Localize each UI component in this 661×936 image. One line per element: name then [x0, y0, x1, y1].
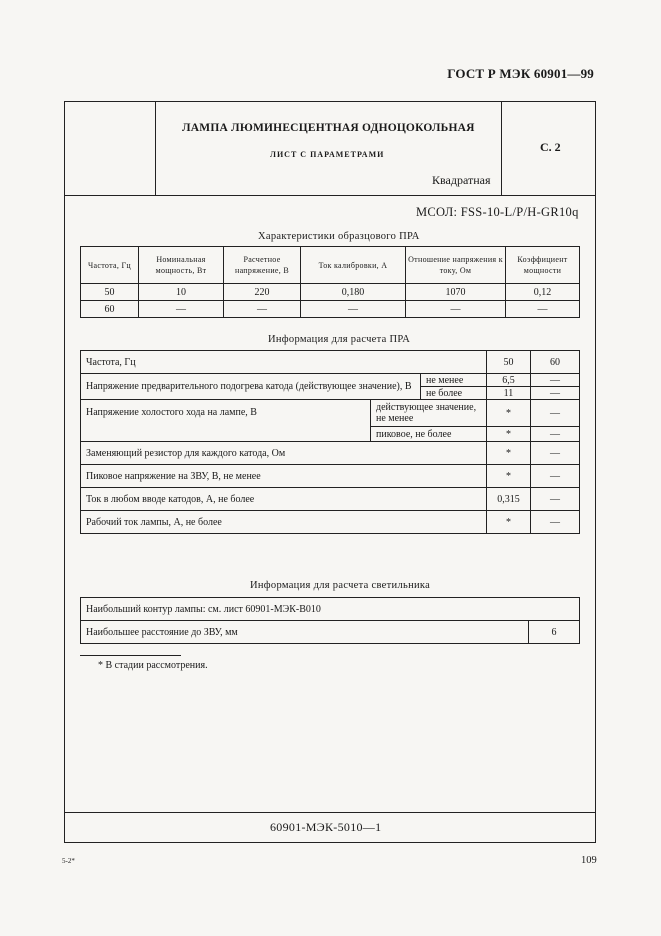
table-row — [81, 374, 580, 387]
sub-label: пиковое, не более — [371, 427, 487, 442]
page-ref: С. 2 — [540, 140, 561, 154]
col-header: Частота, Гц — [81, 247, 139, 284]
cell: — — [139, 301, 224, 318]
cell: 220 — [224, 284, 301, 301]
footnote: * В стадии рассмотрения. — [98, 660, 208, 671]
cell: — — [531, 465, 580, 488]
page-number: 109 — [581, 855, 597, 866]
col-header: Ток калибровки, А — [301, 247, 406, 284]
cell: * — [487, 442, 531, 465]
cell: — — [531, 387, 580, 400]
cell: — — [224, 301, 301, 318]
table-row — [81, 442, 580, 465]
cell: 0,315 — [487, 488, 531, 511]
sub-label: не менее — [421, 374, 487, 387]
table-row — [81, 621, 580, 644]
title-block — [64, 101, 596, 196]
col-header: Отношение напряжения к току, Ом — [406, 247, 506, 284]
cell: 0,12 — [506, 284, 580, 301]
table-row — [81, 598, 580, 621]
cell: 50 — [487, 351, 531, 374]
table1-caption: Характеристики образцового ПРА — [258, 231, 420, 242]
table3-caption: Информация для расчета светильника — [250, 580, 431, 591]
cell: 11 — [487, 387, 531, 400]
col-header: Коэффициент мощности — [506, 247, 580, 284]
table-row — [81, 284, 580, 301]
row-label: Напряжение предварительного подогрева катода (действующее значение), В — [81, 374, 421, 400]
row-label: Наибольший контур лампы: см. лист 60901-МЭК-В010 — [81, 598, 580, 621]
cell: 60 — [81, 301, 139, 318]
lamp-designation: МСОЛ: FSS-10-L/P/H-GR10q — [416, 205, 579, 219]
table-row — [81, 351, 580, 374]
cell: — — [531, 442, 580, 465]
row-label: Наибольшее расстояние до ЗВУ, мм — [81, 621, 529, 644]
cell: 10 — [139, 284, 224, 301]
table-row — [81, 400, 580, 427]
row-label: Пиковое напряжение на ЗВУ, В, не менее — [81, 465, 487, 488]
table-row — [81, 511, 580, 534]
sheet-subtitle: ЛИСТ С ПАРАМЕТРАМИ — [270, 150, 385, 159]
cell: — — [531, 374, 580, 387]
cell: 6,5 — [487, 374, 531, 387]
table-row — [81, 301, 580, 318]
cell: * — [487, 465, 531, 488]
sub-label: не более — [421, 387, 487, 400]
cell: 60 — [531, 351, 580, 374]
ballast-info-table — [80, 350, 580, 534]
table2-caption: Информация для расчета ПРА — [268, 334, 411, 345]
sub-label: действующее значение, не менее — [371, 400, 487, 427]
bottom-rule — [64, 812, 596, 813]
cell: — — [531, 427, 580, 442]
cell: 6 — [529, 621, 580, 644]
lamp-title: ЛАМПА ЛЮМИНЕСЦЕНТНАЯ ОДНОЦОКОЛЬНАЯ — [182, 122, 475, 134]
cell: — — [406, 301, 506, 318]
row-label: Частота, Гц — [81, 351, 487, 374]
footnote-rule — [80, 655, 181, 656]
cell: * — [487, 511, 531, 534]
lamp-shape: Квадратная — [432, 173, 491, 187]
standard-header: ГОСТ Р МЭК 60901—99 — [447, 66, 594, 81]
cell: * — [487, 427, 531, 442]
cell: — — [301, 301, 406, 318]
col-header: Расчетное напряжение, В — [224, 247, 301, 284]
row-label: Ток в любом вводе катодов, А, не более — [81, 488, 487, 511]
cell: 1070 — [406, 284, 506, 301]
cell: — — [531, 488, 580, 511]
cell: * — [487, 400, 531, 427]
print-mark: 5-2* — [62, 857, 75, 865]
row-label: Напряжение холостого хода на лампе, В — [81, 400, 371, 442]
cell: — — [531, 400, 580, 427]
cell: — — [506, 301, 580, 318]
table-row — [81, 465, 580, 488]
luminaire-info-table — [80, 597, 580, 644]
cell: 0,180 — [301, 284, 406, 301]
row-label: Рабочий ток лампы, А, не более — [81, 511, 487, 534]
cell: — — [531, 511, 580, 534]
reference-ballast-table — [80, 246, 580, 318]
cell: 50 — [81, 284, 139, 301]
document-number: 60901-МЭК-5010—1 — [270, 820, 382, 834]
table-row — [81, 488, 580, 511]
col-header: Номинальная мощность, Вт — [139, 247, 224, 284]
row-label: Заменяющий резистор для каждого катода, Ом — [81, 442, 487, 465]
